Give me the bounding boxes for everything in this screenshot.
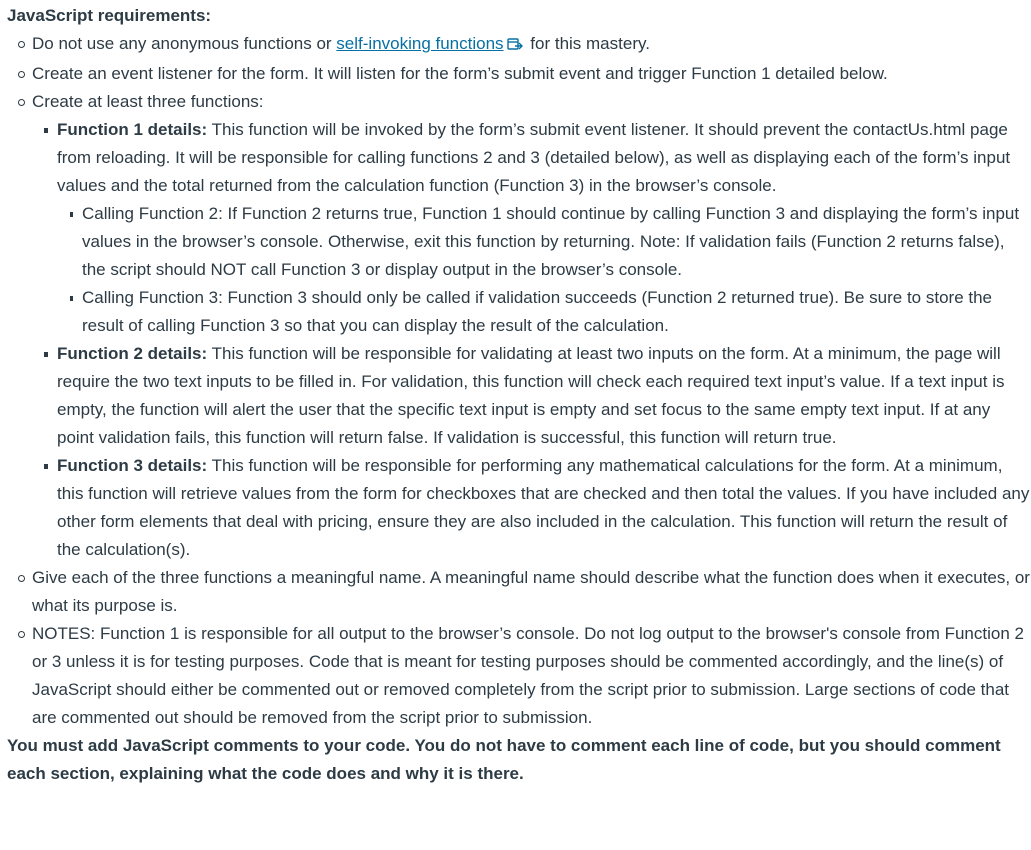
list-item-notes	[7, 620, 1031, 732]
comments-requirement: You must add JavaScript comments to your code. You do not have to comment each line of code, but you should comment each section, explaining what the code does and why it is there.	[7, 736, 1001, 783]
function-2-title: Function 2 details:	[57, 344, 208, 363]
function-3-item	[32, 452, 1031, 564]
list-item-text: Give each of the three functions a meaningful name. A meaningful name should describe what the function does when it executes, or what its purpose is.	[32, 568, 1030, 615]
function-1-title: Function 1 details:	[57, 120, 208, 139]
external-link-icon[interactable]	[507, 32, 524, 60]
list-item-text: Create at least three functions:	[32, 92, 264, 111]
list-item-no-anonymous	[7, 30, 1031, 60]
function-2-text: This function will be responsible for validating at least two inputs on the form. At a minimum, the page will require the two text inputs to be filled in. For validation, this function will check each required text input’s value. If a text input is empty, the function will alert the user that the specific text input is empty and set focus to the same empty text input. If at any point validation fails, this function will return false. If validation is successful, this function will return true.	[57, 344, 1005, 447]
list-item-three-functions	[7, 88, 1031, 564]
function-1-sublist	[57, 200, 1031, 340]
list-item-text: for this mastery.	[525, 34, 650, 53]
calling-function-2-item	[57, 200, 1031, 284]
function-2-item	[32, 340, 1031, 452]
section-heading: JavaScript requirements:	[7, 6, 212, 25]
list-item-text: NOTES: Function 1 is responsible for all output to the browser’s console. Do not log output to the browser's console from Function 2 or 3 unless it is for testing purposes. Code that is meant for testing purposes should be commented accordingly, and the line(s) of JavaScript should either be commented out or removed completely from the script prior to submission. Large sections of code that are commented out should be removed from the script prior to submission.	[32, 624, 1024, 727]
list-item-meaningful-names	[7, 564, 1031, 620]
list-item-text: Do not use any anonymous functions or	[32, 34, 337, 53]
calling-function-3-text: Calling Function 3: Function 3 should only be called if validation succeeds (Function 2 returned true). Be sure to store the result of calling Function 3 so that you can display the result of the calculation.	[82, 288, 993, 335]
requirements-list	[7, 30, 1031, 732]
list-item-event-listener	[7, 60, 1031, 88]
function-1-text: This function will be invoked by the form’s submit event listener. It should prevent the contactUs.html page from reloading. It will be responsible for calling functions 2 and 3 (detailed below), as well as displaying each of the form’s input values and the total returned from the calculation function (Function 3) in the browser’s console.	[57, 120, 1011, 195]
function-3-title: Function 3 details:	[57, 456, 208, 475]
requirements-document	[0, 2, 1031, 788]
functions-list	[32, 116, 1031, 564]
calling-function-2-text: Calling Function 2: If Function 2 returns true, Function 1 should continue by calling Function 3 and displaying the form’s input values in the browser’s console. Otherwise, exit this function by returning. Note: If validation fails (Function 2 returns false), the script should NOT call Function 3 or display output in the browser’s console.	[82, 204, 1020, 279]
self-invoking-functions-link[interactable]: self-invoking functions	[336, 34, 504, 53]
list-item-text: Create an event listener for the form. It will listen for the form’s submit event and trigger Function 1 detailed below.	[32, 64, 888, 83]
function-1-item	[32, 116, 1031, 340]
function-3-text: This function will be responsible for performing any mathematical calculations for the form. At a minimum, this function will retrieve values from the form for checkboxes that are checked and then total the values. If you have included any other form elements that deal with pricing, ensure they are also included in the calculation. This function will return the result of the calculation(s).	[57, 456, 1030, 559]
calling-function-3-item	[57, 284, 1031, 340]
